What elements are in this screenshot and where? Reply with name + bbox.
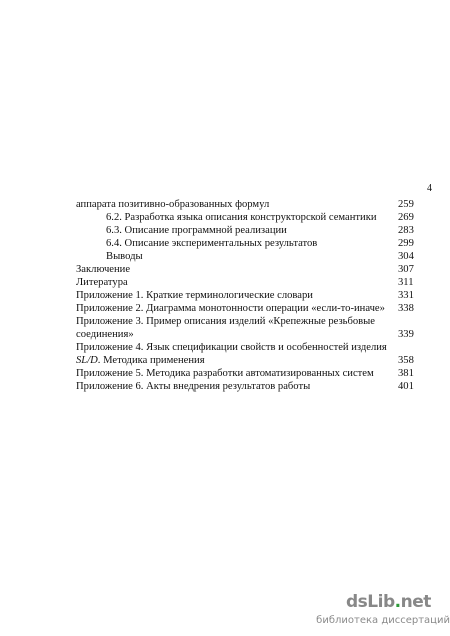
toc-item-page: 358 [398, 355, 414, 366]
dslib-logo [346, 592, 431, 612]
toc-item-text: Приложение 6. Акты внедрения результатов работы [76, 381, 311, 392]
toc-item-italic-text: SL/D [76, 355, 98, 366]
toc-item-text: 6.3. Описание программной реализации [106, 225, 287, 236]
toc-item-text: Литература [76, 277, 128, 288]
toc-item-page: 331 [398, 290, 414, 301]
page-number: 4 [427, 183, 432, 194]
toc-item-page: 338 [398, 303, 414, 314]
toc-item-text: 6.4. Описание экспериментальных результатов [106, 238, 318, 249]
toc-item-page: 283 [398, 225, 414, 236]
toc-item-text: Приложение 2. Диаграмма монотонности операции «если-то-иначе» [76, 303, 385, 314]
toc-item-page: 401 [398, 381, 414, 392]
toc-item-text: соединения» [76, 329, 134, 340]
toc-item-text: аппарата позитивно-образованных формул [76, 199, 270, 210]
toc-item-page: 299 [398, 238, 414, 249]
watermark-subtitle: библиотека диссертаций [316, 615, 450, 626]
toc-item-text: . Методика применения [97, 355, 205, 366]
dslib-watermark [316, 592, 450, 636]
toc-item-text: Заключение [76, 264, 131, 275]
toc-item-text: Приложение 3. Пример описания изделий «Крепежные резьбовые [76, 316, 375, 327]
toc-item-page: 307 [398, 264, 414, 275]
toc-item-page: 311 [398, 277, 414, 288]
toc-item-text: Приложение 1. Краткие терминологические словари [76, 290, 313, 301]
toc-item-page: 339 [398, 329, 414, 340]
logo-text-left: dsLib [346, 592, 395, 612]
logo-dot: . [394, 592, 401, 612]
toc-item-line [76, 355, 205, 367]
toc-item-page: 269 [398, 212, 414, 223]
toc-item-text: 6.2. Разработка языка описания конструкторской семантики [106, 212, 377, 223]
toc-item-page: 381 [398, 368, 414, 379]
toc-item-text: Приложение 5. Методика разработки автоматизированных систем [76, 368, 374, 379]
toc-item-text: Приложение 4. Язык спецификации свойств и особенностей изделия [76, 342, 387, 353]
toc-item-page: 259 [398, 199, 414, 210]
toc-item-page: 304 [398, 251, 414, 262]
toc-item-text: Выводы [106, 251, 143, 262]
logo-text-right: net [400, 592, 431, 612]
